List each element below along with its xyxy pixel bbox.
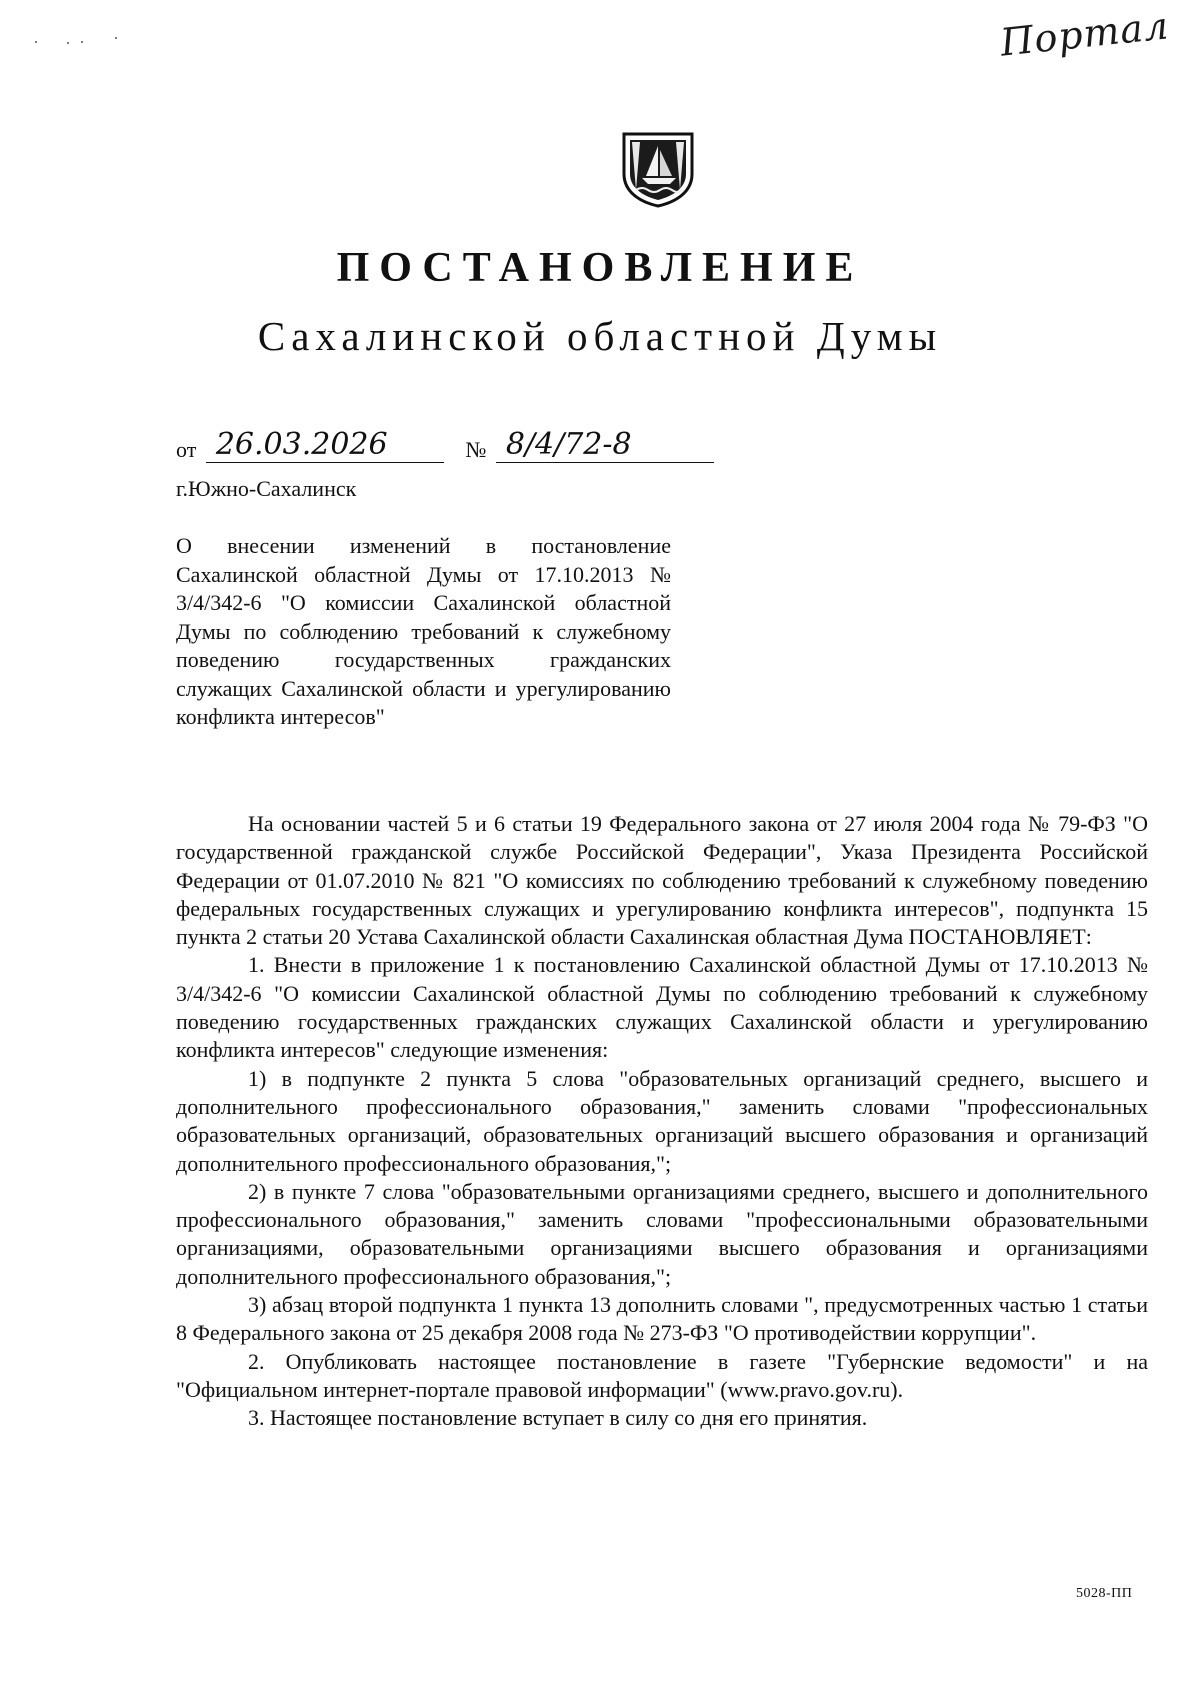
coat-of-arms-icon	[618, 130, 698, 208]
scan-dots	[30, 30, 130, 50]
body-paragraph-preamble: На основании частей 5 и 6 статьи 19 Федерального закона от 27 июля 2004 года № 79-ФЗ "О государственной гражданской службе Российской Федерации", Указа Президента Российской Федерации от 01.07.2010 № 821 "О комиссиях по соблюдению требований к служебному поведению федеральных государственных служащих и урегулированию конфликта интересов", подпункта 15 пункта 2 статьи 20 Устава Сахалинской области Сахалинская областная Дума ПОСТАНОВЛЯЕТ:	[176, 811, 1148, 950]
document-body	[176, 810, 1148, 1433]
number-prefix: №	[465, 437, 487, 462]
date-field: 26.03.2026	[206, 428, 444, 463]
body-paragraph-1-2: 2) в пункте 7 слова "образовательными организациями среднего, высшего и дополнительного профессионального образования," заменить словами "профессиональными образовательными организациями, образовательными организациями высшего образования и организациями дополнительного профессионального образования,";	[176, 1178, 1148, 1289]
date-prefix: от	[176, 437, 197, 462]
city-label: г.Южно-Сахалинск	[176, 476, 357, 501]
body-paragraph-3: 3. Настоящее постановление вступает в силу со дня его принятия.	[248, 1405, 868, 1431]
date-number-line	[176, 428, 714, 463]
document-number-field: 8/4/72-8	[496, 428, 714, 463]
document-subject: О внесении изменений в постановление Сахалинской областной Думы от 17.10.2013 № 3/4/342-6 "О комиссии Сахалинской областной Думы по соблюдению требований к служебному поведению государственных гражданских служащих Сахалинской области и урегулированию конфликта интересов"	[176, 533, 671, 729]
body-paragraph-2: 2. Опубликовать настоящее постановление в газете "Губернские ведомости" и на "Официальном интернет-портале правовой информации" (www.pravo.gov.ru).	[176, 1348, 1148, 1402]
document-subtitle: Сахалинской областной Думы	[257, 313, 943, 359]
body-paragraph-1-3: 3) абзац второй подпункта 1 пункта 13 дополнить словами ", предусмотренных частью 1 статьи 8 Федерального закона от 25 декабря 2008 года № 273-ФЗ "О противодействии коррупции".	[176, 1292, 1148, 1346]
page-code: 5028-ПП	[1076, 1586, 1133, 1601]
body-paragraph-1-1: 1) в подпункте 2 пункта 5 слова "образовательных организаций среднего, высшего и дополнительного профессионального образования," заменить словами "профессиональных образовательных организаций, образовательных организаций высшего образования и организаций дополнительного профессионального образования,";	[176, 1065, 1148, 1176]
handwritten-corner-note: Портал	[998, 3, 1172, 65]
body-paragraph-1: 1. Внести в приложение 1 к постановлению Сахалинской областной Думы от 17.10.2013 № 3/4/342-6 "О комиссии Сахалинской областной Думы по соблюдению требований к служебному поведению государственных гражданских служащих Сахалинской области и урегулированию конфликта интересов" следующие изменения:	[176, 952, 1148, 1063]
document-title: ПОСТАНОВЛЕНИЕ	[336, 245, 864, 291]
